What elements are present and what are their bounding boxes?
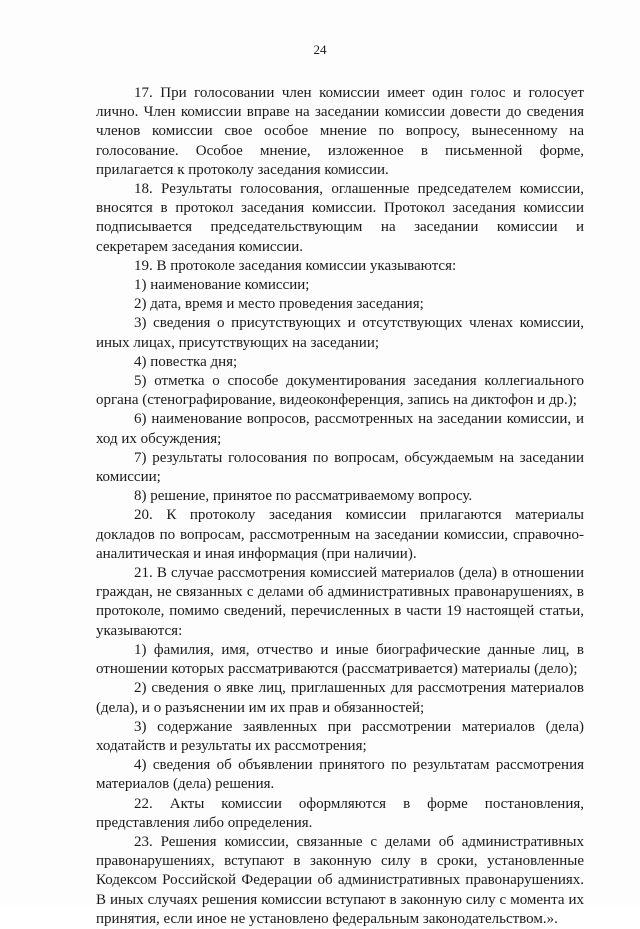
paragraph-21: 21. В случае рассмотрения комиссией материалов (дела) в отношении граждан, не связанных с делами об административных правонарушениях, в протоколе, помимо сведений, перечисленных в части 19 настоящей статьи, указываются:: [96, 565, 584, 639]
list-item: 1) наименование комиссии;: [134, 277, 310, 294]
list-item: 1) фамилия, имя, отчество и иные биографические данные лиц, в отношении которых рассматриваются (рассматривается) материалы (дело);: [96, 641, 584, 678]
paragraph-20: 20. К протоколу заседания комиссии прилагаются материалы докладов по вопросам, рассмотренным на заседании комиссии, справочно-аналитическая и иная информация (при наличии).: [96, 507, 584, 562]
list-item: 6) наименование вопросов, рассмотренных на заседании комиссии, и ход их обсуждения;: [96, 411, 584, 447]
list-item: 5) отметка о способе документирования заседания коллегиального органа (стенографирование, видеоконференция, запись на диктофон и др.);: [96, 373, 584, 409]
list-item: 2) дата, время и место проведения заседания;: [134, 296, 424, 313]
list-item: 2) сведения о явке лиц, приглашенных для рассмотрения материалов (дела), и о разъяснении им их прав и обязанностей;: [96, 680, 584, 716]
paragraph-23: 23. Решения комиссии, связанные с делами об административных правонарушениях, вступают в законную силу в сроки, установленные Кодексом Российской Федерации об административных правонарушениях. В иных случаях решения комиссии вступают в законную силу с момента их принятия, если иное не установлено федеральным законодательством.».: [96, 833, 584, 927]
paragraph-18: 18. Результаты голосования, оглашенные председателем комиссии, вносятся в протокол заседания комиссии. Протокол заседания комиссии подписывается председательствующим на заседании комиссии и секретарем заседания комиссии.: [96, 181, 584, 255]
document-body: [96, 84, 584, 929]
paragraph-17: 17. При голосовании член комиссии имеет один голос и голосует лично. Член комиссии вправе на заседании комиссии довести до сведения членов комиссии свое особое мнение по вопросу, вынесенному на голосование. Особое мнение, изложенное в письменной форме, прилагается к протоколу заседания комиссии.: [96, 85, 584, 178]
paragraph-19: 19. В протоколе заседания комиссии указываются:: [134, 257, 457, 274]
list-item: 8) решение, принятое по рассматриваемому вопросу.: [134, 488, 473, 505]
page-number: 24: [313, 42, 327, 57]
list-item: 4) повестка дня;: [134, 353, 238, 370]
list-item: 3) сведения о присутствующих и отсутствующих членах комиссии, иных лицах, присутствующих на заседании;: [96, 315, 584, 351]
paragraph-22: 22. Акты комиссии оформляются в форме постановления, представления либо определения.: [96, 795, 584, 831]
list-item: 3) содержание заявленных при рассмотрении материалов (дела) ходатайств и результаты их рассмотрения;: [96, 718, 584, 754]
list-item: 7) результаты голосования по вопросам, обсуждаемым на заседании комиссии;: [96, 449, 584, 486]
list-item: 4) сведения об объявлении принятого по результатам рассмотрения материалов (дела) решения.: [96, 757, 584, 793]
